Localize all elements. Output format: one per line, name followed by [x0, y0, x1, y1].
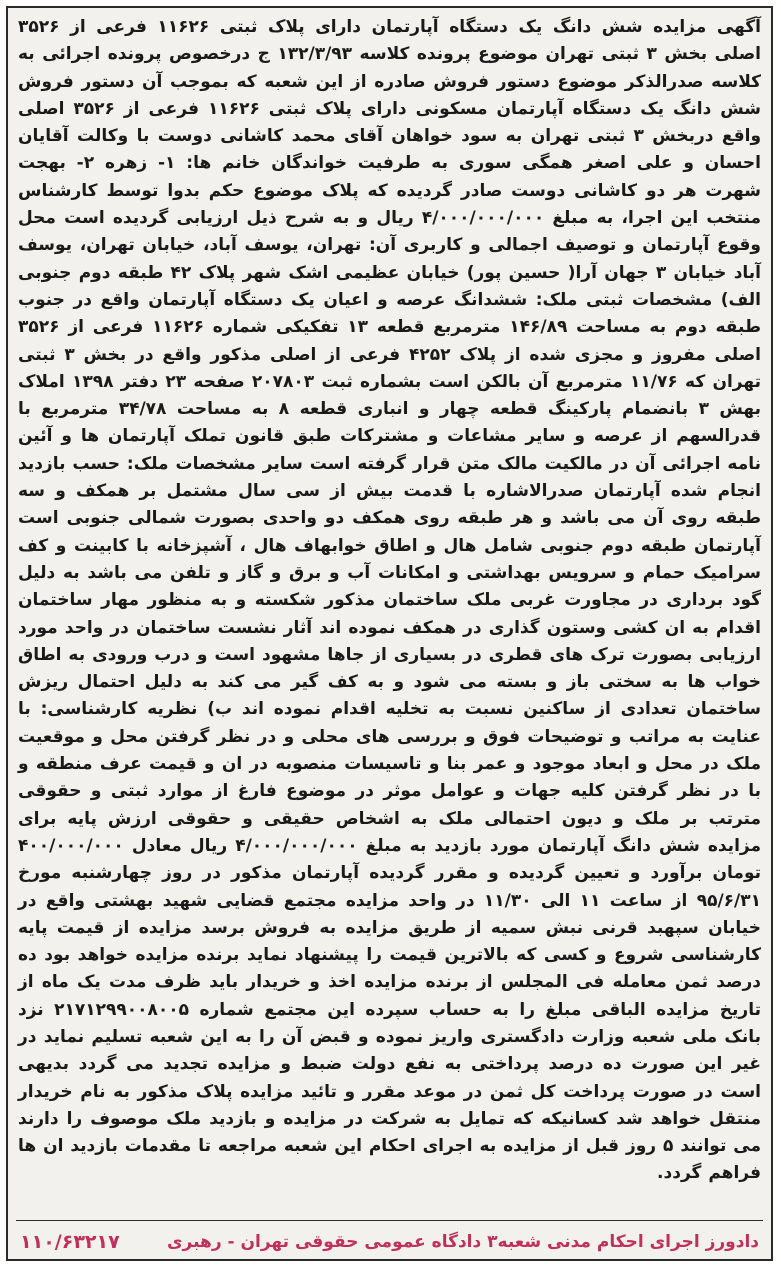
- notice-body: [18, 14, 761, 1188]
- footer-signature: دادورز اجرای احکام مدنی شعبه۳ دادگاه عمومی حقوقی تهران - رهبری: [166, 1232, 759, 1252]
- notice-footer: [20, 1226, 759, 1258]
- footer-ref-number: ۱۱۰/۶۳۲۱۷: [20, 1231, 120, 1253]
- notice-text: آگهی مزایده شش دانگ یک دستگاه آپارتمان دارای پلاک ثبتی ۱۱۶۲۶ فرعی از ۳۵۲۶ اصلی بخش ۳ ثبتی تهران موضوع پرونده کلاسه ۱۳۲/۳/۹۳ ج درخصوص پرونده اجرائی به کلاسه صدرالذکر موضوع دستور فروش صادره از این شعبه که بموجب آن دستور فروش شش دانگ یک دستگاه آپارتمان مسکونی دارای پلاک ثبتی ۱۱۶۲۶ فرعی از ۳۵۲۶ اصلی واقع دربخش ۳ ثبتی تهران به سود خواهان آقای محمد کاشانی دوست با وکالت آقایان احسان و علی اصغر همگی سوری به طرفیت خواندگان خانم ها: ۱- زهره ۲- بهجت شهرت هر دو کاشانی دوست صادر گردیده که پلاک موضوع حکم بدوا توسط کارشناس منتخب این اجرا، به مبلغ ۴/۰۰۰/۰۰۰/۰۰۰ ریال و به شرح ذیل ارزیابی گردیده است محل وقوع آپارتمان و توصیف اجمالی و کاربری آن: تهران، یوسف آباد، خیابان تهران، یوسف آباد خیابان ۳ جهان آرا( حسین پور) خیابان عظیمی اشک شهر پلاک ۴۲ طبقه دوم جنوبی الف) مشخصات ثبتی ملک: ششدانگ عرصه و اعیان یک دستگاه آپارتمان واقع در جنوب طبقه دوم به مساحت ۱۴۶/۸۹ مترمربع قطعه ۱۳ تفکیکی شماره ۱۱۶۲۶ فرعی از ۳۵۲۶ اصلی مفروز و مجزی شده از پلاک ۴۲۵۲ فرعی از اصلی مذکور واقع در بخش ۳ ثبتی تهران که ۱۱/۷۶ مترمربع آن بالکن است بشماره ثبت ۲۰۷۸۰۳ صفحه ۲۳ دفتر ۱۳۹۸ املاک بهش ۳ بانضمام پارکینگ قطعه چهار و انباری قطعه ۸ به مساحت ۳۴/۷۸ مترمربع با قدرالسهم از عرصه و سایر مشاعات و مشترکات طبق قانون تملک آپارتمان ها و آئین نامه اجرائی آن در مالکیت مالک متن قرار گرفته است سایر مشخصات ملک: حسب بازدید انجام شده آپارتمان صدرالاشاره با قدمت بیش از سی سال مشتمل بر همکف و سه طبقه روی آن می باشد و هر طبقه روی همکف دو واحدی بصورت شمالی جنوبی است آپارتمان طبقه دوم جنوبی شامل هال و اطاق خوابهاف هال ، آشپزخانه با کابینت و کف سرامیک حمام و سرویس بهداشتی و امکانات آب و برق و گاز و تلفن می باشد به دلیل گود برداری در مجاورت غربی ملک ساختمان مذکور شکسته و به منظور مهار ساختمان اقدام به ان کشی وستون گذاری در همکف نموده اند آثار نشست ساختمان در واحد مورد ارزیابی بصورت ترک های قطری در بسیاری از جاها مشهود است و درب ورودی به اطاق خواب ها به سختی باز و بسته می شود و به کف گیر می کند به دلیل احتمال ریزش ساختمان تعدادی از ساکنین نسبت به تخلیه اقدام نموده اند ب) نظریه کارشناسی: با عنایت به مراتب و توضیحات فوق و بررسی های محلی و در نظر گرفتن محل و موقعیت ملک در محل و ابعاد موجود و عمر بنا و تاسیسات منصوبه در ان و قیمت عرف منطقه و با در نظر گرفتن کلیه جهات و عوامل موثر در موضوع فارغ از موارد ثبتی و حقوقی مترتب بر ملک و دیون احتمالی ملک به اشخاص حقیقی و حقوقی ارزش پایه برای مزایده شش دانگ آپارتمان مورد بازدید به مبلغ ۴/۰۰۰/۰۰۰/۰۰۰ ریال معادل ۴۰۰/۰۰۰/۰۰۰ تومان برآورد و تعیین گردیده و مقرر گردیده آپارتمان مذکور در روز چهارشنبه مورخ ۹۵/۶/۳۱ از ساعت ۱۱ الی ۱۱/۳۰ در واحد مزایده مجتمع قضایی شهید بهشتی واقع در خیابان سپهبد قرنی نبش سمیه از طریق مزایده به فروش برسد مزایده از قیمت پایه کارشناسی شروع و کسی که بالاترین قیمت را پیشنهاد نماید برنده مزایده خواهد بود ده درصد ثمن معامله فی المجلس از برنده مزایده اخذ و خریدار باید ظرف مدت یک ماه از تاریخ مزایده الباقی مبلغ را به حساب سپرده این مجتمع شماره ۲۱۷۱۲۹۹۰۰۸۰۰۵ نزد بانک ملی شعبه وزارت دادگستری واریز نموده و قبض آن را به این شعبه تسلیم نماید در غیر این صورت ده درصد پرداختی به نفع دولت ضبط و مزایده تجدید می گردد بدیهی است در صورت پرداخت کل ثمن در موعد مقرر و تائید مزایده پلاک مذکور به نام خریدار منتقل خواهد شد کسانیکه که تمایل به شرکت در مزایده و بازدید ملک موصوف را دارند می توانند ۵ روز قبل از مزایده به اجرای احکام این شعبه مراجعه تا مقدمات بازدید ان ها فراهم گردد.: [18, 17, 762, 1184]
- auction-notice: [6, 6, 773, 1261]
- footer-divider: [16, 1220, 763, 1221]
